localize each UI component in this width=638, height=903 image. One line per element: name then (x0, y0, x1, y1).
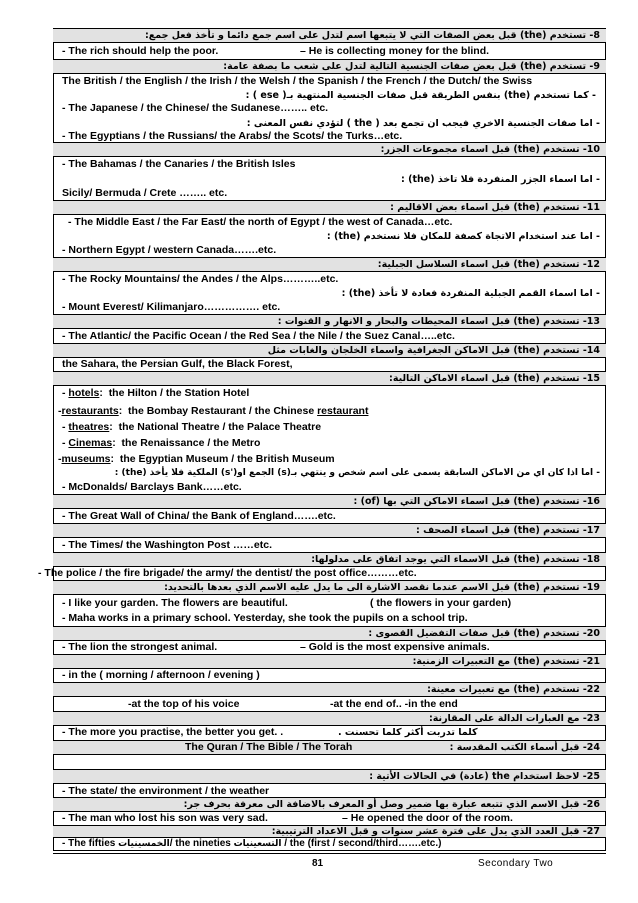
rule-21-header: 21- تستخدم (the) مع التعبيرات الزمنية: (53, 654, 606, 669)
cinemas-value: the Renaissance / the Metro (121, 437, 261, 449)
rule-9-line-1: The British / the English / the Irish / the Welsh / the Spanish / the French / the Dutch/ the Swiss (62, 75, 533, 87)
rule-19-line-2: - Maha works in a primary school. Yesterday, she took the pupils on a school trip. (62, 612, 468, 624)
theatres-label: theatres (68, 421, 110, 433)
rule-14-line-1: the Sahara, the Persian Gulf, the Black Forest, (62, 358, 293, 370)
rule-11-line-2: - Northern Egypt / western Canada…….etc. (62, 244, 277, 256)
rule-8-example-right: – He is collecting money for the blind. (300, 45, 490, 57)
rule-9-line-2: - The Japanese / the Chinese/ the Sudanese…….. etc. (62, 102, 329, 114)
rule-15-header: 15- تستخدم (the) قبل اسماء الاماكن التالية: (53, 371, 606, 386)
rule-20-header: 20- تستخدم (the) قبل صفات التفضيل القصوى : (53, 626, 606, 641)
theatres-value: the National Theatre / the Palace Theatre (118, 421, 322, 433)
rule-26-line-1-left: - The man who lost his son was very sad. (62, 812, 268, 824)
rule-24-books: The Quran / The Bible / The Torah (185, 741, 353, 753)
rule-10-line-2: Sicily/ Bermuda / Crete …….. etc. (62, 187, 228, 199)
rule-22-header: 22- تستخدم (the) مع تعبيرات معينة: (53, 682, 606, 697)
rule-18-header: 18- تستخدم (the) قبل الاسماء التي يوجد اتفاق على مدلولها: (53, 552, 606, 567)
rule-10-line-1: - The Bahamas / the Canaries / the British Isles (62, 158, 296, 170)
rule-10-header: 10- تستخدم (the) قبل اسماء مجموعات الجزر: (53, 142, 606, 157)
rule-11-header: 11- تستخدم (the) قبل اسماء بعض الاقاليم : (53, 200, 606, 215)
rule-20-line-1-right: – Gold is the most expensive animals. (300, 641, 490, 653)
rule-26-line-1-right: – He opened the door of the room. (342, 812, 513, 824)
rule-14-header: 14- تستخدم (the) قبل الاماكن الجغرافية واسماء الخلجان والغابات مثل (53, 343, 606, 358)
restaurants-label: restaurants (61, 405, 119, 417)
hotels-label: hotels (68, 387, 100, 399)
rule-19-line-1-left: - I like your garden. The flowers are beautiful. (62, 597, 288, 609)
rule-11-line-1: - The Middle East / the Far East/ the north of Egypt / the west of Canada…etc. (68, 216, 453, 228)
rule-23-line-1-arabic: كلما تدربت أكثر كلما تحسنت . (338, 727, 478, 738)
rule-25-line-1: - The state/ the environment / the weather (62, 785, 270, 797)
rule-11-note-1: - اما عند استخدام الاتجاة كصفة للمكان فلا نستخدم (the) : (326, 231, 600, 242)
rule-25-header: 25- لاحظ استخدام the (عادة) في الحالات الأتية : (53, 769, 606, 784)
rule-9-line-3: - The Egyptians / the Russians/ the Arabs/ the Scots/ the Turks…etc. (62, 130, 403, 142)
footer-label: Secondary Two (478, 858, 554, 869)
rule-12-line-2: - Mount Everest/ Kilimanjaro……………. etc. (62, 301, 281, 313)
rule-17-header: 17- تستخدم (the) قبل اسماء الصحف : (53, 523, 606, 538)
rule-9-note-1: - كما تستخدم (the) بنفس الطريقة قبل صفات الجنسية المنتهية بـ( ese ) : (245, 90, 596, 101)
rule-16-line-1: - The Great Wall of China/ the Bank of England…….etc. (62, 510, 336, 522)
cinemas-label: Cinemas (68, 437, 113, 449)
hotels-value: the Hilton / the Station Hotel (108, 387, 250, 399)
rule-9-header: 9- تستخدم (the) قبل بعض صفات الجنسية التالية لتدل على شعب ما بصفة عامة: (53, 59, 606, 74)
rule-8-example-left: - The rich should help the poor. (62, 45, 219, 57)
rule-23-header: 23- مع العبارات الدالة على المقارنة: (53, 711, 606, 726)
rule-12-line-1: - The Rocky Mountains/ the Andes / the Alps………..etc. (62, 273, 339, 285)
rule-15-line-end: - McDonalds/ Barclays Bank……etc. (62, 481, 242, 493)
rule-17-line-1: - The Times/ the Washington Post ……etc. (62, 539, 273, 551)
rule-13-header: 13- تستخدم (the) قبل اسماء المحيطات والبحار و الانهار و القنوات : (53, 314, 606, 329)
rule-18-line-1: - The police / the fire brigade/ the army/ the dentist/ the post office………etc. (38, 567, 417, 579)
rule-12-header: 12- تستخدم (the) قبل اسماء السلاسل الجبلية: (53, 257, 606, 272)
footer-rule (53, 853, 606, 854)
page-number: 81 (312, 858, 324, 869)
rule-16-header: 16- تستخدم (the) قبل اسماء الاماكن التي بها (of) : (53, 494, 606, 509)
rule-19-header: 19- تستخدم (the) قبل الاسم عندما نقصد الاشارة الى ما يدل عليه الاسم الذي بعدها بالتحديد: (53, 580, 606, 595)
rule-15-restaurants: -restaurants: the Bombay Restaurant / the Chinese restaurant (58, 405, 369, 417)
rule-15-hotels: - hotels: the Hilton / the Station Hotel (62, 387, 250, 399)
rule-27-nineties: / the nineties (169, 838, 231, 849)
museums-value: the Egyptian Museum / the British Museum (119, 453, 335, 465)
rule-15-theatres: - theatres: the National Theatre / the Palace Theatre (62, 421, 322, 433)
rule-28-anchor (53, 849, 606, 850)
rule-15-cinemas: - Cinemas: the Renaissance / the Metro (62, 437, 261, 449)
rule-27-fifties: - The fifties (62, 838, 116, 849)
restaurants-value: the Bombay Restaurant / the Chinese (128, 405, 315, 417)
rule-22-line-1-left: -at the top of his voice (128, 698, 240, 710)
rule-26-header: 26- قبل الاسم الذي تتبعه عبارة بها ضمير وصل أو المعرف بالاضافة الى معرفة بحرف جر: (53, 797, 606, 812)
rule-27-nineties-arabic: التسعينيات (233, 839, 282, 849)
rule-13-line-1: - The Atlantic/ the Pacific Ocean / the Red Sea / the Nile / the Suez Canal…..etc. (62, 330, 455, 342)
rule-27-ordinals: / the (first / second/third…….etc.) (284, 838, 442, 849)
rule-20-line-1-left: - The lion the strongest animal. (62, 641, 218, 653)
rule-15-note-1: - اما اذا كان اي من الاماكن السابقة يسمى على اسم شخص و ينتهي بـ(s) الجمع او('s) الملكية فلا يأخذ (the) : (114, 468, 600, 478)
rule-8-header: 8- تستخدم (the) قبل بعض الصفات التي لا يتبعها اسم لتدل على اسم جمع دائما و تأخذ فعل جمع: (53, 28, 606, 43)
rule-22-line-1-right: -at the end of.. -in the end (330, 698, 458, 710)
rule-19-line-1-right: ( the flowers in your garden) (370, 597, 512, 609)
rule-12-note-1: - اما اسماء القمم الجبلية المنفردة فعادة لا تأخذ (the) : (341, 288, 600, 299)
rule-23-line-1: - The more you practise, the better you get. . (62, 726, 284, 738)
restaurants-tail: restaurant (317, 405, 369, 417)
rule-15-museums: -museums: the Egyptian Museum / the British Museum (58, 453, 335, 465)
rule-21-line-1: - in the ( morning / afternoon / evening ) (62, 669, 260, 681)
rule-27-header: 27- قبل العدد الذي يدل على فترة عشر سنوات و قبل الاعداد الترتيبية: (53, 825, 606, 838)
rule-9-note-2: - اما صفات الجنسية الاخري فيجب ان تجمع بعد ( the ) لتؤدي نفس المعنى : (246, 118, 600, 129)
rule-10-note-1: - اما اسماء الجزر المنفردة فلا تاخذ (the) : (401, 174, 600, 185)
rule-24-header-arabic: 24- قبل أسماء الكتب المقدسة : (449, 742, 600, 753)
museums-label: museums (61, 453, 111, 465)
rule-27-fifties-arabic: الخمسينيات (118, 839, 170, 849)
